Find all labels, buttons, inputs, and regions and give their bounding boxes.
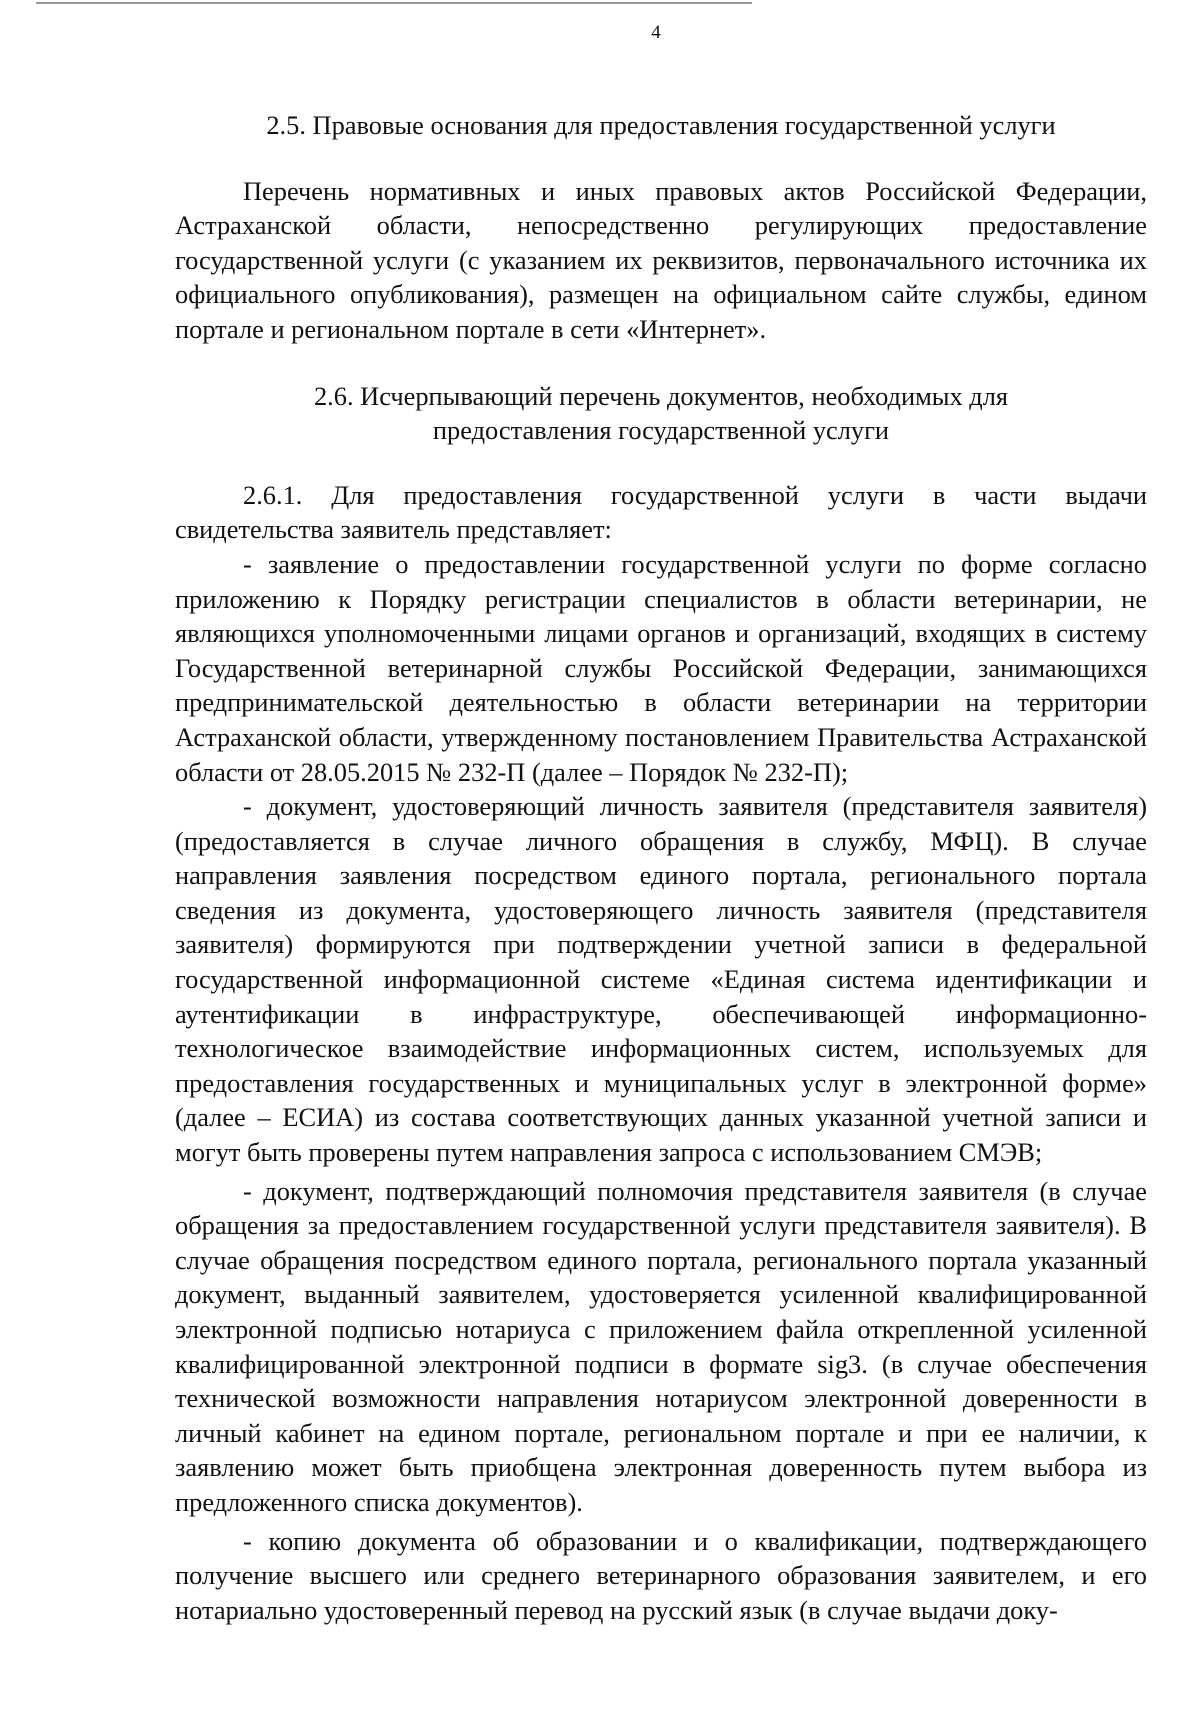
list-item-authority-document: - документ, подтверждающий полномочия представителя заявителя (в случае обращения за предоставлением государственной услуги представителя заявителя). В случае обращения посредством единого портала, регионального портала указанный документ, выданный заявителем, удостоверяется усиленной квалифицированной электронной подписью нотариуса с приложением файла открепленной усиленной квалифицированной электронной подписи в формате sig3. (в случае обеспечения технической возможности направления нотариусом электронной доверенности в личный кабинет на едином портале, региональном портале и при ее наличии, к заявлению может быть приобщена электронная доверенность путем выбора из предложенного списка документов). xyxy=(175,1175,1147,1517)
list-item-education-document: - копию документа об образовании и о квалификации, подтверждающего получение высшего или среднего ветеринарного образования заявителем, и его нотариально удостоверенный перевод на русский язык (в случае выдачи доку- xyxy=(175,1525,1147,1625)
top-scan-rule xyxy=(36,2,752,4)
section-2-6-1-paragraph: 2.6.1. Для предоставления государственной услуги в части выдачи свидетельства заявитель представляет: xyxy=(175,479,1147,545)
section-2-5-heading: 2.5. Правовые основания для предоставления государственной услуги xyxy=(266,110,1056,140)
document-body xyxy=(175,108,1147,1627)
list-item-identity-document: - документ, удостоверяющий личность заявителя (представителя заявителя) (предоставляется в случае личного обращения в службу, МФЦ). В случае направления заявления посредством единого портала, регионального портала сведения из документа, удостоверяющего личность заявителя (представителя заявителя) формируются при подтверждении учетной записи в федеральной государственной информационной системе «Единая система идентификации и аутентификации в инфраструктуре, обеспечивающей информационно-технологическое взаимодействие информационных систем, используемых для предоставления государственных и муниципальных услуг в электронной форме» (далее – ЕСИА) из состава соответствующих данных указанной учетной записи и могут быть проверены путем направления запроса с использованием СМЭВ; xyxy=(175,791,1147,1168)
section-2-6-heading-line-1: 2.6. Исчерпывающий перечень документов, необходимых для xyxy=(313,380,1009,411)
page-number: 4 xyxy=(651,22,661,43)
section-2-5-paragraph: Перечень нормативных и иных правовых актов Российской Федерации, Астраханской области, непосредственно регулирующих предоставление государственной услуги (с указанием их реквизитов, первоначального источника их официального опубликования), размещен на официальном сайте службы, едином портале и региональном портале в сети «Интернет». xyxy=(175,175,1147,344)
section-2-6-heading-line-2: предоставления государственной услуги xyxy=(432,415,890,446)
list-item-application: - заявление о предоставлении государственной услуги по форме согласно приложению к Порядку регистрации специалистов в области ветеринарии, не являющихся уполномоченными лицами органов и организаций, входящих в систему Государственной ветеринарной службы Российской Федерации, занимающихся предпринимательской деятельностью в области ветеринарии на территории Астраханской области, утвержденному постановлением Правительства Астраханской области от 28.05.2015 № 232-П (далее – Порядок № 232-П); xyxy=(175,548,1147,787)
